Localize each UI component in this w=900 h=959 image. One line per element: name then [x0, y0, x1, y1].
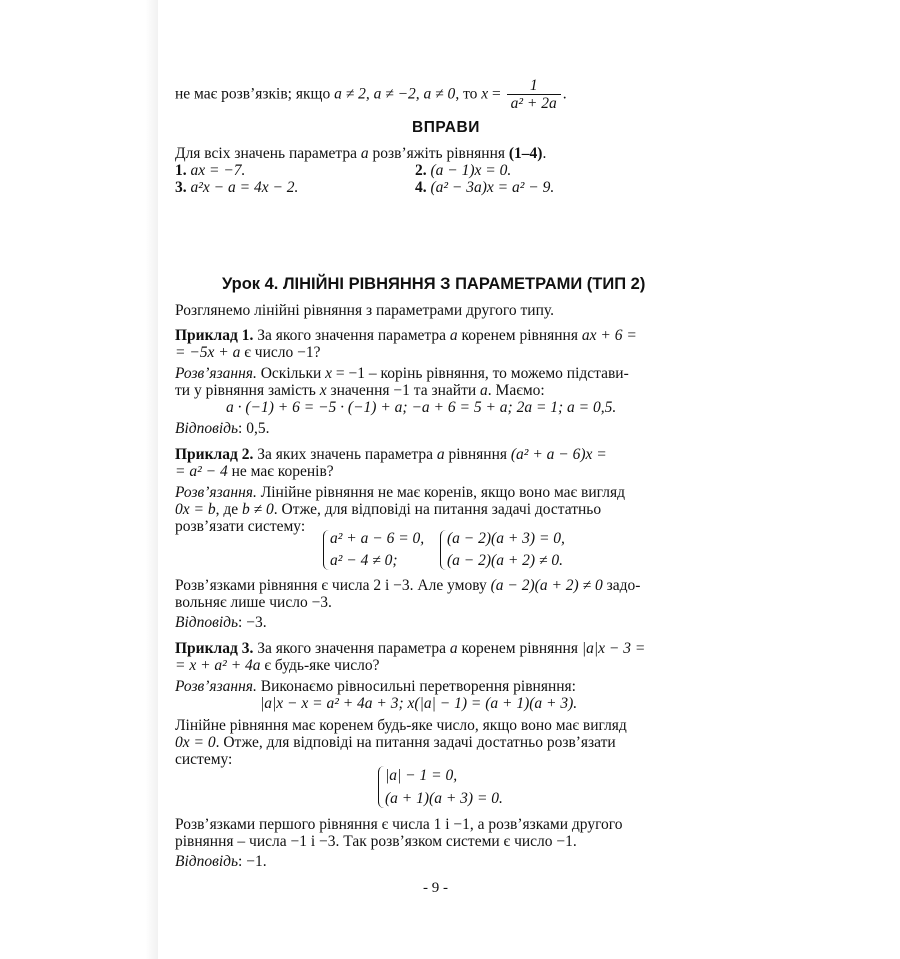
text: = −1 – корінь рівняння, то можемо підстави- — [332, 365, 629, 382]
exercise-4 — [415, 179, 554, 197]
example-3-equation: |a|x − x = a² + 4a + 3; x(|a| − 1) = (a + 1)(a + 3). — [260, 695, 578, 712]
text: є будь-яке число? — [260, 657, 380, 674]
example-1-line-2 — [175, 344, 321, 362]
exercises-heading: ВПРАВИ — [412, 119, 480, 136]
text: Розв’язками рівняння є числа 2 і −3. Але умову — [175, 577, 491, 594]
range: (1–4) — [508, 145, 543, 162]
equation: 0x = b — [175, 501, 216, 518]
top-conclusion-line — [175, 78, 567, 112]
system-equation: a² + a − 6 = 0, — [330, 530, 425, 547]
example-1-solution-line-2 — [175, 382, 545, 400]
example-1-equation: a · (−1) + 6 = −5 · (−1) + a; −a + 6 = 5 + a; 2a = 1; a = 0,5. — [226, 399, 617, 416]
exercise-text: ax = −7. — [186, 162, 246, 179]
example-3-text-line-1: Лінійне рівняння має коренем будь-яке число, якщо воно має вигляд — [175, 717, 627, 734]
system-equation: |a| − 1 = 0, — [385, 767, 458, 784]
text: Лінійне рівняння не має коренів, якщо воно має вигляд — [256, 484, 625, 501]
example-label: Приклад 1. — [175, 327, 254, 344]
text: Оскільки — [256, 365, 326, 382]
variable: a — [449, 640, 458, 657]
system-3 — [378, 764, 518, 810]
solution-label: Розв’язання. — [175, 365, 257, 382]
example-1-line-1 — [175, 327, 637, 345]
system-equation: (a − 2)(a + 2) ≠ 0. — [447, 552, 563, 569]
exercise-2 — [415, 162, 511, 180]
text: . — [562, 85, 567, 103]
example-3-answer — [175, 853, 267, 871]
fraction-numerator: 1 — [529, 77, 538, 94]
example-2-result-line-2: вольняє лише число −3. — [175, 594, 332, 611]
variable: x — [481, 85, 489, 103]
text: розв’яжіть рівняння — [368, 145, 509, 162]
equation: 0x = 0 — [175, 734, 216, 751]
text: = — [488, 85, 505, 103]
example-1-answer — [175, 420, 269, 438]
example-3-line-2 — [175, 657, 379, 675]
fraction — [507, 78, 561, 112]
variable: a — [480, 382, 488, 399]
text: . — [542, 145, 547, 162]
exercise-number: 2. — [415, 162, 427, 179]
lesson-title: Урок 4. ЛІНІЙНІ РІВНЯННЯ З ПАРАМЕТРАМИ (ТИП 2) — [222, 275, 646, 293]
system-equation: (a + 1)(a + 3) = 0. — [385, 790, 503, 807]
fraction-denominator: a² + 2a — [507, 94, 561, 112]
example-2-answer — [175, 614, 267, 632]
text: ти у рівняння замість — [175, 382, 320, 399]
example-3-result-line-2: рівняння – числа −1 і −3. Так розв’язком системи є число −1. — [175, 833, 577, 850]
exercise-text: a²x − a = 4x − 2. — [186, 179, 299, 196]
text: коренем рівняння — [457, 327, 582, 344]
text: не має коренів? — [227, 463, 334, 480]
scan-margin-shade — [0, 0, 158, 959]
example-3-solution-line-1 — [175, 678, 576, 696]
condition: a ≠ 2, a ≠ −2, a ≠ 0 — [334, 85, 456, 103]
example-3-result-line-1: Розв’язками першого рівняння є числа 1 і −1, а розв’язками другого — [175, 816, 623, 833]
answer-value: : −1. — [238, 853, 267, 870]
solution-label: Розв’язання. — [175, 484, 257, 501]
answer-value: : 0,5. — [238, 420, 270, 437]
exercise-3 — [175, 179, 298, 197]
text: Для всіх значень параметра — [175, 145, 361, 162]
exercises-intro — [175, 145, 546, 163]
solution-label: Розв’язання. — [175, 678, 257, 695]
exercise-number: 3. — [175, 179, 187, 196]
equation: = a² − 4 — [175, 463, 228, 480]
variable: x — [319, 382, 327, 399]
example-2-result-line-1 — [175, 577, 640, 595]
lesson-intro: Розглянемо лінійні рівняння з параметрами другого типу. — [175, 302, 554, 319]
text: За якого значення параметра — [253, 640, 450, 657]
exercise-text: (a² − 3a)x = a² − 9. — [426, 179, 555, 196]
equation: = x + a² + 4a — [175, 657, 261, 674]
example-2-solution-line-1 — [175, 484, 625, 502]
page-number: - 9 - — [423, 880, 448, 896]
text: . Отже, для відповіді на питання задачі достатньо розв’язати — [215, 734, 616, 751]
text: . Отже, для відповіді на питання задачі достатньо — [273, 501, 602, 518]
exercise-number: 4. — [415, 179, 427, 196]
system-2 — [440, 528, 580, 572]
text: За якого значення параметра — [253, 327, 450, 344]
example-3-text-line-2 — [175, 734, 616, 752]
text: не має розв’язків; якщо — [175, 85, 335, 103]
variable: a — [449, 327, 458, 344]
equation: |a|x − 3 = — [581, 640, 646, 657]
text: , то — [455, 85, 482, 103]
text: значення −1 та знайти — [326, 382, 481, 399]
exercise-1 — [175, 162, 245, 180]
exercise-text: (a − 1)x = 0. — [426, 162, 512, 179]
text: рівняння — [444, 446, 511, 463]
condition: (a − 2)(a + 2) ≠ 0 — [490, 577, 603, 594]
text: є число −1? — [240, 344, 321, 361]
condition: b ≠ 0 — [242, 501, 274, 518]
example-2-line-2 — [175, 463, 334, 481]
variable: a — [436, 446, 445, 463]
example-3-text-line-3: систему: — [175, 751, 233, 768]
system-1 — [323, 528, 443, 572]
system-equation: a² − 4 ≠ 0; — [330, 552, 398, 569]
example-3-line-1 — [175, 640, 645, 658]
equation: (a² + a − 6)x = — [510, 446, 607, 463]
example-2-solution-line-2 — [175, 501, 601, 519]
example-label: Приклад 2. — [175, 446, 254, 463]
answer-label: Відповідь — [175, 420, 239, 437]
example-2-solution-line-3: розв’язати систему: — [175, 518, 306, 535]
variable: a — [360, 145, 369, 162]
example-1-solution-line-1 — [175, 365, 629, 383]
text: Виконаємо рівносильні перетворення рівняння: — [256, 678, 576, 695]
text: задо- — [602, 577, 641, 594]
answer-value: : −3. — [238, 614, 267, 631]
exercise-number: 1. — [175, 162, 187, 179]
text: , де — [215, 501, 242, 518]
text: За яких значень параметра — [253, 446, 437, 463]
answer-label: Відповідь — [175, 853, 239, 870]
equation: = −5x + a — [175, 344, 241, 361]
system-equation: (a − 2)(a + 3) = 0, — [447, 530, 565, 547]
variable: x — [325, 365, 333, 382]
equation: ax + 6 = — [581, 327, 637, 344]
text: . Маємо: — [487, 382, 545, 399]
answer-label: Відповідь — [175, 614, 239, 631]
text: коренем рівняння — [457, 640, 582, 657]
example-label: Приклад 3. — [175, 640, 254, 657]
example-2-line-1 — [175, 446, 607, 464]
